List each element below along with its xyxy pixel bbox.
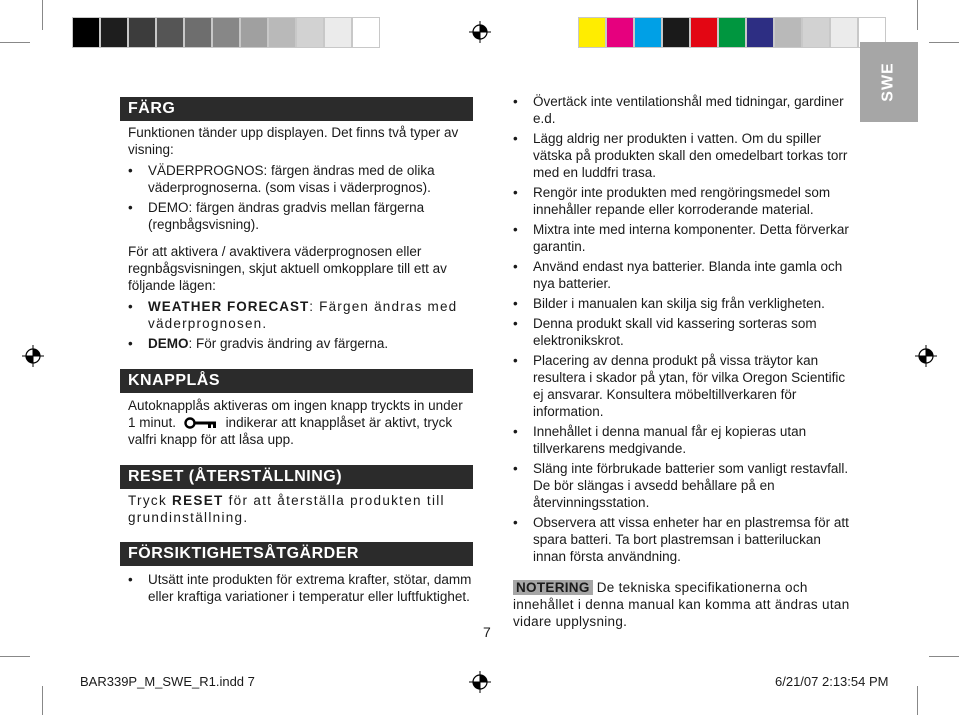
reset-section <box>128 492 473 526</box>
list-item: • DEMO: färgen ändras gradvis mellan färgerna (regnbågsvisning). <box>128 199 473 233</box>
crop-mark <box>929 42 959 43</box>
mode-text: : För gradvis ändring av färgerna. <box>188 336 389 351</box>
knapplas-text-before: Autoknapplås aktiveras om ingen knapp tryckts in under 1 minut. <box>128 398 463 430</box>
color-swatch <box>212 17 240 48</box>
section-heading-forsiktighet: FÖRSIKTIGHETSÅTGÄRDER <box>120 542 473 566</box>
farg-section <box>128 124 473 352</box>
farg-intro: Funktionen tänder upp displayen. Det finns två typer av visning: <box>128 125 459 157</box>
list-item: • Övertäck inte ventilationshål med tidningar, gardiner e.d. <box>513 93 853 127</box>
page-number: 7 <box>483 624 491 640</box>
crop-mark <box>917 686 918 715</box>
section-heading-reset: RESET (ÅTERSTÄLLNING) <box>120 465 473 489</box>
registration-mark-icon <box>915 345 937 367</box>
color-swatch <box>72 17 100 48</box>
list-item: • Innehållet i denna manual får ej kopieras utan tillverkarens medgivande. <box>513 423 853 457</box>
mode-label: DEMO <box>148 336 189 351</box>
color-swatch <box>100 17 128 48</box>
footer-timestamp: 6/21/07 2:13:54 PM <box>775 674 889 689</box>
registration-mark-icon <box>469 671 491 693</box>
language-tab <box>860 42 918 122</box>
section-heading-knapplas: KNAPPLÅS <box>120 369 473 393</box>
crop-mark <box>42 686 43 715</box>
note-label: NOTERING <box>513 580 593 595</box>
grayscale-bar <box>72 17 380 48</box>
color-swatch <box>802 17 830 48</box>
list-item: • Lägg aldrig ner produkten i vatten. Om du spiller vätska på produkten skall den omedelbart torkas torr med en luddfri trasa. <box>513 130 853 181</box>
color-swatch <box>774 17 802 48</box>
list-item: • Placering av denna produkt på vissa träytor kan resultera i skador på ytan, för vilka Oregon Scientific ej ansvarar. Konsultera möbeltillverkaren för information. <box>513 352 853 420</box>
reset-post: för att återställa produkten till grundinställning. <box>128 493 445 525</box>
color-swatch <box>606 17 634 48</box>
precautions-list-section <box>513 93 853 630</box>
precautions-bullet-list <box>513 93 853 565</box>
list-item <box>128 335 473 352</box>
color-swatch <box>352 17 380 48</box>
color-swatch <box>240 17 268 48</box>
reset-bold: RESET <box>172 493 224 508</box>
reset-pre: Tryck <box>128 493 173 508</box>
crop-mark <box>0 656 30 657</box>
color-swatch <box>578 17 606 48</box>
key-lock-icon <box>184 417 218 429</box>
color-swatch <box>746 17 774 48</box>
crop-mark <box>42 0 43 30</box>
color-swatch <box>718 17 746 48</box>
note-text: De tekniska specifikationerna och innehållet i denna manual kan komma att ändras utan vidare upplysning. <box>513 580 850 629</box>
registration-mark-icon <box>469 21 491 43</box>
crop-mark <box>929 656 959 657</box>
color-swatch <box>128 17 156 48</box>
color-swatch <box>296 17 324 48</box>
list-item: • Observera att vissa enheter har en plastremsa för att spara batteri. Ta bort plastremsan i batteriluckan innan första användning. <box>513 514 853 565</box>
note-paragraph <box>513 579 853 630</box>
color-swatch <box>324 17 352 48</box>
section-heading-farg: FÄRG <box>120 97 473 121</box>
mode-label: WEATHER FORECAST <box>148 299 310 314</box>
list-item: • Rengör inte produkten med rengöringsmedel som innehåller repande eller korroderande material. <box>513 184 853 218</box>
list-item: • Släng inte förbrukade batterier som vanligt restavfall. De bör slängas i avsedd behållare på en återvinningsstation. <box>513 460 853 511</box>
knapplas-text-after: indikerar att knapplåset är aktivt, tryck valfri knapp för att låsa upp. <box>128 415 453 447</box>
color-swatch <box>662 17 690 48</box>
list-item: • VÄDERPROGNOS: färgen ändras med de olika väderprognoserna. (som visas i väderprognos). <box>128 162 473 196</box>
color-swatch <box>184 17 212 48</box>
list-item: • Mixtra inte med interna komponenter. Detta förverkar garantin. <box>513 221 853 255</box>
forsiktighet-section <box>128 571 473 605</box>
language-tab-label: SWE <box>879 62 897 102</box>
list-item: • Använd endast nya batterier. Blanda inte gamla och nya batterier. <box>513 258 853 292</box>
farg-bullet-list <box>128 162 473 233</box>
list-item: • Bilder i manualen kan skilja sig från verkligheten. <box>513 295 853 312</box>
footer-file-name: BAR339P_M_SWE_R1.indd 7 <box>80 674 255 689</box>
list-item <box>128 298 473 332</box>
color-swatch <box>690 17 718 48</box>
farg-mode-list <box>128 298 473 352</box>
color-swatch <box>634 17 662 48</box>
color-swatch <box>268 17 296 48</box>
list-item: • Utsätt inte produkten för extrema krafter, stötar, damm eller kraftiga variationer i temperatur eller luftfuktighet. <box>128 571 473 605</box>
color-swatch <box>156 17 184 48</box>
color-swatch <box>830 17 858 48</box>
farg-instructions: För att aktivera / avaktivera väderprognosen eller regnbågsvisningen, skjut aktuell omkopplare till ett av följande lägen: <box>128 244 447 293</box>
crop-mark <box>0 42 30 43</box>
color-bar <box>578 17 886 48</box>
list-item: • Denna produkt skall vid kassering sorteras som elektronikskrot. <box>513 315 853 349</box>
crop-mark <box>917 0 918 30</box>
forsiktighet-bullet-list <box>128 571 473 605</box>
registration-mark-icon <box>22 345 44 367</box>
knapplas-section <box>128 397 473 448</box>
mode-text: : Färgen ändras med väderprognosen. <box>148 299 458 331</box>
